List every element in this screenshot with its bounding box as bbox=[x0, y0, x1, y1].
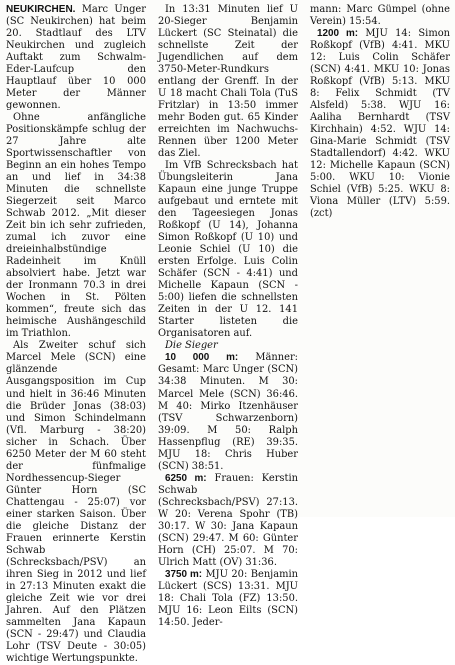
lead-text: Marc Unger (SC Neukirchen) hat beim 20. Stadtlauf des LTV Neukirchen und zugleich Auftakt zum Schwalm-Eder-Laufcup den Hauptlauf über 10 000 Meter der Männer gewonnen. bbox=[6, 4, 146, 112]
distance-label: 1200 m: bbox=[317, 28, 359, 40]
distance-label: 3750 m: bbox=[165, 568, 203, 580]
results-10000m bbox=[158, 352, 298, 472]
lead-paragraph bbox=[6, 4, 146, 112]
results-text: Frauen: Kerstin Schwab (Schrecksbach/PSV) 27:13. W 20: Verena Spohr (TB) 30:17. W 30: Jana Kapaun (SCN) 29:47. M 60: Günter Horn (CH) 25:07. M 70: Ulrich Matt (OV) 31:36. bbox=[158, 472, 298, 568]
body-paragraph: Im VfB Schrecksbach hat Übungsleiterin Jana Kapaun eine junge Truppe aufgebaut und erntete mit den Tageesiegen Jonas Roßkopf (U 14), Johanna Simon Roßkopf (U 10) und Leonie Schiel (U 10) die ersten Erfolge. Luis Colin Schäfer (SCN - 4:41) und Michelle Kapaun (SCN - 5:00) liefen die schnellsten Zeiten in der U 12. 141 Starter listeten die Organisatoren auf. bbox=[158, 160, 298, 340]
distance-label: 6250 m: bbox=[165, 472, 207, 484]
article-column-2 bbox=[158, 4, 299, 628]
results-heading: Die Sieger bbox=[165, 340, 218, 352]
article-column-1 bbox=[6, 4, 146, 664]
article-column-3 bbox=[310, 4, 450, 516]
dateline: NEUKIRCHEN. bbox=[6, 4, 76, 15]
results-6250m bbox=[158, 473, 298, 569]
body-paragraph: Als Zweiter schuf sich Marcel Mele (SCN) eine glänzende Ausgangsposition im Cup und hielt in 36:46 Minuten die Brüder Jonas (38:03) und Simon Schindelmann (Vfl. Marburg - 38:20) sicher in Schach. Über 6250 Meter der M 60 steht der fünfmalige Nordhessencup-Sieger Günter Horn (SC Chattengau - 25:07) vor einer starken Saison. Über die gleiche Distanz der Frauen erinnerte Kerstin Schwab (Schrecksbach/PSV) an ihren Sieg in 2012 und lief in 27:13 Minuten exakt die gleiche Zeit wie vor drei Jahren. Auf den Plätzen sammelten Jana Kapaun (SCN - 29:47) und Claudia Lohr (TSV Deute - 30:05) wichtige Wertungspunkte. bbox=[6, 340, 146, 664]
results-continuation: mann: Marc Gümpel (ohne Verein) 15:54. bbox=[310, 4, 450, 28]
results-text: MJU 20: Benjamin Lückert (SCS) 13:31. MJU 18: Chali Tola (FZ) 13:50. MJU 16: Leon Eilts (SCN) 14:50. Jeder- bbox=[158, 568, 299, 628]
results-text: Männer: Gesamt: Marc Unger (SCN) 34:38 Minuten. M 30: Marcel Mele (SCN) 36:46. M 40: Mirko Itzenhäuser (TSV Schwarzenborn) 39:09. M 50: Ralph Hassenpflug (RE) 39:35. MJU 18: Chris Huber (SCN) 38:51. bbox=[158, 352, 298, 472]
body-paragraph: Ohne anfängliche Positionskämpfe schlug der 27 Jahre alte Sportwissenschaftler von Beginn an ein hohes Tempo an und lief in 34:38 Minuten die schnellste Siegerzeit seit Marco Schwab 2012. „Mit dieser Zeit bin ich sehr zufrieden, zumal ich zuvor eine dreieinhalbstündige Radeinheit im Knüll absolviert habe. Jetzt war der Ironmann 70.3 in drei Wochen in St. Pölten kommen“, freute sich das heimische Aushängeschild im Triathlon. bbox=[6, 112, 146, 340]
body-paragraph: In 13:31 Minuten lief U 20-Sieger Benjamin Lückert (SC Steinatal) die schnellste Zeit der Jugendlichen auf dem 3750-Meter-Rundkurs entlang der Grenff. In der U 18 macht Chali Tola (TuS Fritzlar) in 13:50 immer mehr Boden gut. 65 Kinder erreichten im Nachwuchs-Rennen über 1200 Meter das Ziel. bbox=[158, 4, 298, 160]
results-1200m bbox=[310, 28, 450, 220]
results-3750m bbox=[158, 569, 298, 629]
distance-label: 10 000 m: bbox=[165, 352, 239, 364]
results-text: MJU 14: Simon Roßkopf (VfB) 4:41. MKU 12: Luis Colin Schäfer (SCN) 4:41. MKU 10: Jonas Roßkopf (VfB) 5:13. MKU 8: Felix Schmidt (TV Alsfeld) 5:38. WJU 16: Aaliha Bernhardt (TSV Kirchhain) 4:52. WJU 14: Gina-Marie Schmidt (TSV Stadtallendorf) 4:42. WKU 12: Michelle Kapaun (SCN) 5:00. WKU 10: Vionie Schiel (VfB) 5:25. WKU 8: Viona Müller (LTV) 5:59. (zct) bbox=[310, 28, 451, 220]
